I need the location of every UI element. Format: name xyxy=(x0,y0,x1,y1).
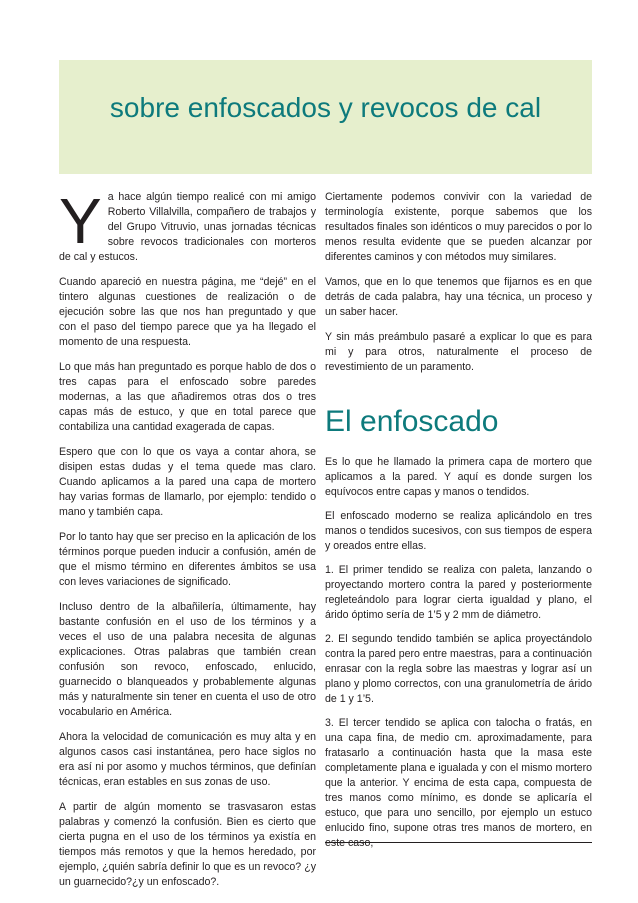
paragraph: Vamos, que en lo que tenemos que fijarnos es en que detrás de cada palabra, hay una técnica, un proceso y un saber hacer. xyxy=(325,276,592,318)
paragraph: Lo que más han preguntado es porque hablo de dos o tres capas para el enfoscado sobre paredes modernas, a las que añadiremos otras dos o tres capas más de estuco, y que en total parece que contabiliza una cantidad exagerada de capas. xyxy=(59,361,316,433)
column-end-rule xyxy=(325,842,592,843)
paragraph: 2. El segundo tendido también se aplica proyectándolo contra la pared pero entre maestras, para a continuación enrasar con la regla sobre las maestras y lograr así un plano y plomo correctos, con una granulometría de árido de 1 y 1’5. xyxy=(325,633,592,705)
paragraph: 1. El primer tendido se realiza con paleta, lanzando o proyectando mortero contra la pared y posteriormente regleteándolo para lograr cierta igualdad y plano, el árido óptimo sería de 1’5 y 2 mm de diámetro. xyxy=(325,564,592,621)
paragraph: Por lo tanto hay que ser preciso en la aplicación de los términos porque pueden inducir a confusión, amén de que el mismo término en diferentes ámbitos se usa con leves variaciones de significado. xyxy=(59,531,316,588)
page-title: sobre enfoscados y revocos de cal xyxy=(109,92,542,123)
section-body xyxy=(325,455,592,851)
drop-cap: Y xyxy=(59,185,102,257)
title-banner xyxy=(59,60,592,174)
paragraph: Ahora la velocidad de comunicación es muy alta y en algunos casos casi instantánea, pero hace siglos no era así ni por asomo y muchos términos, que definían técnicas, eran estables en sus zonas de uso. xyxy=(59,731,316,788)
intro-text: a hace algún tiempo realicé con mi amigo Roberto Villalvilla, compañero de trabajos y del Grupo Vitruvio, unas jornadas técnicas sobre revocos tradicionales con morteros de cal y estucos. xyxy=(59,191,316,263)
paragraph: Espero que con lo que os vaya a contar ahora, se disipen estas dudas y el tema quede mas claro. Cuando aplicamos a la pared una capa de mortero hay varias formas de llamarlo, por ejemplo: tendido o mano y también capa. xyxy=(59,446,316,518)
left-column xyxy=(59,185,316,900)
intro-paragraph xyxy=(59,185,316,265)
paragraph: El enfoscado moderno se realiza aplicándolo en tres manos o tendidos sucesivos, con sus tiempos de espera y oreados entre ellas. xyxy=(325,510,592,552)
paragraph: Cuando apareció en nuestra página, me “dejé” en el tintero algunas cuestiones de realización o de ejecución sobre las que nos han preguntado y que con el paso del tiempo parece que ya ha llegado el momento de una respuesta. xyxy=(59,276,316,348)
paragraph: Ciertamente podemos convivir con la variedad de terminología existente, porque sabemos que los resultados finales son idénticos o muy parecidos o por lo menos resulta evidente que se pueden alcanzar por diferentes caminos y con métodos muy similares. xyxy=(325,191,592,263)
paragraph: Y sin más preámbulo pasaré a explicar lo que es para mi y para otros, naturalmente el proceso de revestimiento de un paramento. xyxy=(325,331,592,373)
section-heading: El enfoscado xyxy=(325,405,499,438)
paragraph: Incluso dentro de la albañilería, últimamente, hay bastante confusión en el uso de los términos y a veces el uso de una palabra necesita de algunas explicaciones. Otras palabras que también crean confusión son revoco, enfoscado, enlucido, guarnecido o blanqueados y probablemente algunas más y naturalmente sin tener en cuenta el uso de otro vocabulario en América. xyxy=(59,601,316,718)
paragraph: Es lo que he llamado la primera capa de mortero que aplicamos a la pared. Y aquí es donde surgen los equívocos entre capas y manos o tendidos. xyxy=(325,456,592,498)
right-column xyxy=(325,190,592,860)
paragraph: 3. El tercer tendido se aplica con talocha o fratás, en una capa fina, de medio cm. aproximadamente, para fratasarlo a continuación hasta que la masa este completamente plana e igualada y con el mismo mortero que la anterior. Y encima de esta capa, compuesta de tres manos como mínimo, es donde se aplicaría el estuco, que para uno sencillo, por ejemplo un estuco enlucido fino, supone otras tres manos de mortero, en este caso, xyxy=(325,717,592,849)
paragraph: A partir de algún momento se trasvasaron estas palabras y comenzó la confusión. Bien es cierto que cierta pugna en el uso de los términos ya existía en tiempos más remotos y que la hemos heredado, por ejemplo, ¿quién sabría definir lo que es un revoco? ¿y un guarnecido?¿y un enfoscado?. xyxy=(59,801,316,888)
